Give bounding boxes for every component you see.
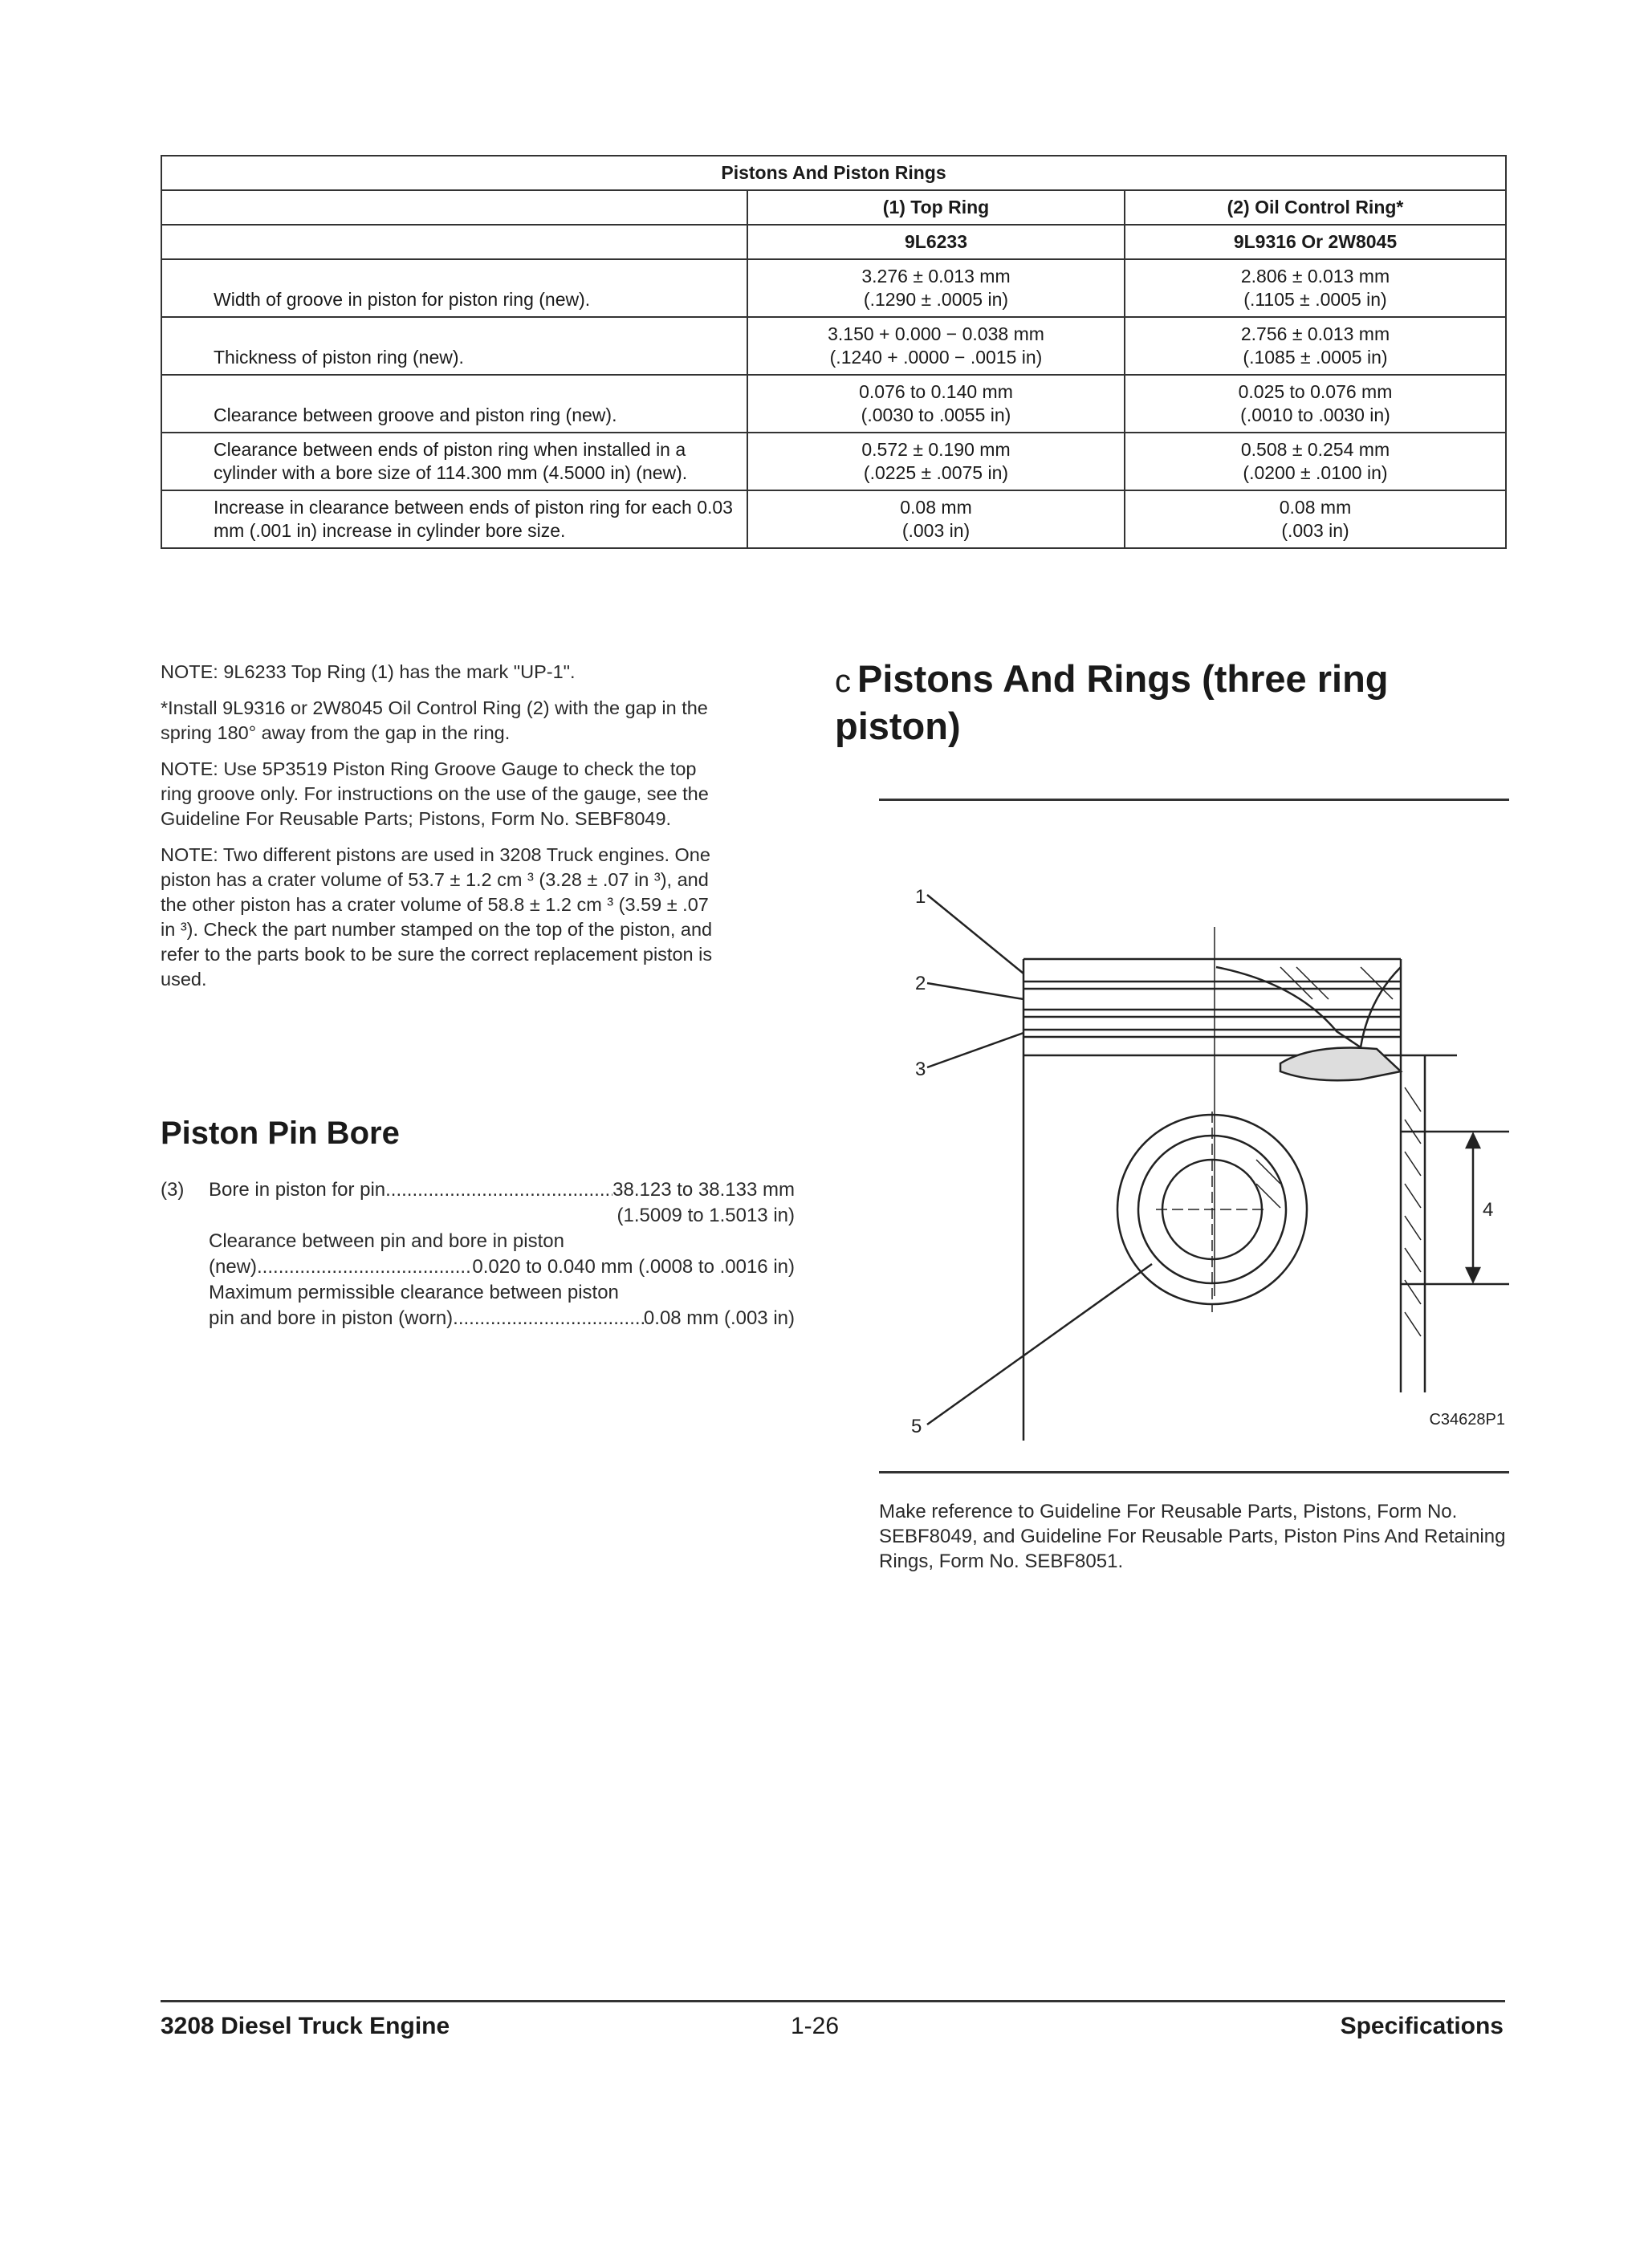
clearance-new-label: (new) [209, 1256, 258, 1278]
bore-mm: 38.123 to 38.133 mm [612, 1179, 795, 1201]
leader-dots [453, 1306, 644, 1331]
part-number-top: 9L6233 [747, 225, 1125, 259]
callout-3: 3 [915, 1059, 926, 1080]
top-ring-value: 0.572 ± 0.190 mm (.0225 ± .0075 in) [747, 433, 1125, 490]
max-clearance-label-2: pin and bore in piston (worn) [209, 1307, 454, 1329]
row-label: Increase in clearance between ends of piston ring for each 0.03 mm (.001 in) increase in cylinder bore size. [161, 490, 747, 548]
bore-in: (1.5009 to 1.5013 in) [616, 1205, 795, 1226]
table-title: Pistons And Piston Rings [161, 156, 1506, 190]
table-row [161, 490, 1506, 548]
notes-block [161, 660, 722, 1003]
pistons-rings-title: Pistons And Rings (three ring piston) [835, 657, 1389, 747]
callout-1: 1 [915, 886, 926, 908]
oil-ring-value: 0.025 to 0.076 mm (.0010 to .0030 in) [1125, 375, 1506, 433]
leader-dots [385, 1177, 612, 1203]
row-label: Clearance between groove and piston ring (new). [161, 375, 747, 433]
figure-caption: Make reference to Guideline For Reusable Parts, Pistons, Form No. SEBF8049, and Guideline For Reusable Parts, Piston Pins And Retaining Rings, Form No. SEBF8051. [879, 1501, 1506, 1572]
note-top-ring-mark: NOTE: 9L6233 Top Ring (1) has the mark "UP-1". [161, 661, 576, 682]
footer-rule [161, 2000, 1505, 2002]
change-marker: c [835, 664, 851, 699]
piston-pin-bore-specs [161, 1177, 795, 1331]
oil-ring-value: 0.508 ± 0.254 mm (.0200 ± .0100 in) [1125, 433, 1506, 490]
oil-ring-value: 0.08 mm (.003 in) [1125, 490, 1506, 548]
note-oil-ring-install: *Install 9L9316 or 2W8045 Oil Control Ring (2) with the gap in the spring 180° away from the gap in the ring. [161, 697, 708, 743]
heading-rule [879, 799, 1509, 801]
pistons-rings-spec-table [161, 155, 1507, 549]
footer-title: 3208 Diesel Truck Engine [161, 2013, 450, 2039]
row-label: Thickness of piston ring (new). [161, 317, 747, 375]
leader-dots [257, 1254, 472, 1280]
callout-2: 2 [915, 973, 926, 994]
clearance-label: Clearance between pin and bore in piston [209, 1230, 564, 1252]
piston-pin-bore-heading: Piston Pin Bore [161, 1116, 400, 1151]
top-ring-value: 0.076 to 0.140 mm (.0030 to .0055 in) [747, 375, 1125, 433]
figure-code: C34628P1 [1429, 1411, 1505, 1429]
table-row [161, 317, 1506, 375]
pistons-rings-heading [835, 656, 1509, 749]
note-groove-gauge: NOTE: Use 5P3519 Piston Ring Groove Gauge to check the top ring groove only. For instructions on the use of the gauge, see the Guideline For Reusable Parts; Pistons, Form No. SEBF8049. [161, 758, 709, 829]
figure-rule [879, 1471, 1509, 1473]
table-header-blank [161, 190, 747, 225]
bore-label: Bore in piston for pin [209, 1179, 386, 1201]
oil-ring-value: 2.806 ± 0.013 mm (.1105 ± .0005 in) [1125, 259, 1506, 317]
top-ring-value: 3.276 ± 0.013 mm (.1290 ± .0005 in) [747, 259, 1125, 317]
callout-5: 5 [911, 1416, 922, 1437]
oil-ring-value: 2.756 ± 0.013 mm (.1085 ± .0005 in) [1125, 317, 1506, 375]
page-number: 1-26 [791, 2013, 840, 2039]
footer-section: Specifications [1340, 2013, 1504, 2039]
top-ring-value: 3.150 + 0.000 − 0.038 mm (.1240 + .0000 − .0015 in) [747, 317, 1125, 375]
callout-4: 4 [1483, 1199, 1494, 1221]
col-oil-ring: (2) Oil Control Ring* [1125, 190, 1506, 225]
row-label: Width of groove in piston for piston ring (new). [161, 259, 747, 317]
table-row [161, 259, 1506, 317]
clearance-new-value: 0.020 to 0.040 mm (.0008 to .0016 in) [472, 1256, 795, 1278]
table-header-blank [161, 225, 747, 259]
top-ring-value: 0.08 mm (.003 in) [747, 490, 1125, 548]
row-label: Clearance between ends of piston ring when installed in a cylinder with a bore size of 114.300 mm (4.5000 in) (new). [161, 433, 747, 490]
col-top-ring: (1) Top Ring [747, 190, 1125, 225]
max-clearance-value: 0.08 mm (.003 in) [643, 1307, 795, 1329]
part-number-oil: 9L9316 Or 2W8045 [1125, 225, 1506, 259]
callout-number: (3) [161, 1179, 185, 1201]
table-row [161, 433, 1506, 490]
note-crater-volume: NOTE: Two different pistons are used in 3208 Truck engines. One piston has a crater volume of 53.7 ± 1.2 cm ³ (3.28 ± .07 in ³), and the other piston has a crater volume of 58.8 ± 1.2 cm ³ (3.59 ± .07 in ³). Check the part number stamped on the top of the piston, and refer to the parts book to be sure the correct replacement piston is used. [161, 844, 713, 990]
table-row [161, 375, 1506, 433]
max-clearance-label: Maximum permissible clearance between piston [209, 1282, 619, 1303]
piston-diagram [879, 879, 1509, 1441]
